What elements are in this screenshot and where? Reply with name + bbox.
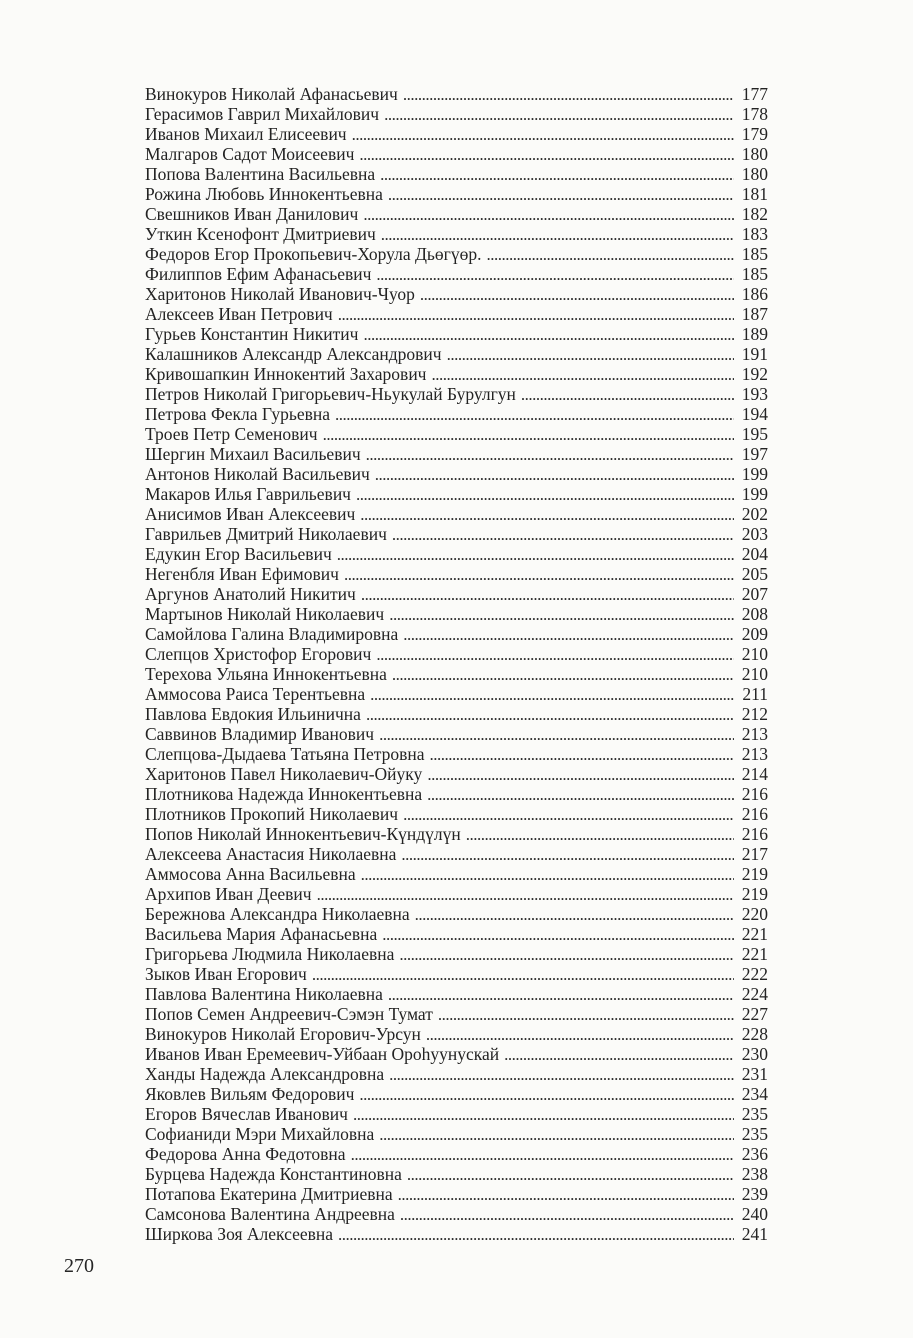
index-entry <box>145 744 768 764</box>
index-entry <box>145 804 768 824</box>
index-entry <box>145 524 768 544</box>
dot-leader <box>399 944 734 965</box>
entry-page: 177 <box>741 84 768 104</box>
dot-leader <box>426 1024 734 1045</box>
entry-page: 199 <box>741 464 768 484</box>
index-entry <box>145 1164 768 1184</box>
entry-name: Рожина Любовь Иннокентьевна <box>145 184 383 204</box>
dot-leader <box>388 984 734 1005</box>
dot-leader <box>403 624 734 645</box>
dot-leader <box>388 184 734 205</box>
entry-page: 219 <box>741 864 768 884</box>
entry-page: 216 <box>741 784 768 804</box>
dot-leader <box>376 264 734 285</box>
entry-page: 212 <box>741 704 768 724</box>
entry-page: 182 <box>741 204 768 224</box>
entry-name: Иванов Михаил Елисеевич <box>145 124 347 144</box>
index-entry <box>145 964 768 984</box>
dot-leader <box>361 584 734 605</box>
index-entry <box>145 1204 768 1224</box>
dot-leader <box>363 324 734 345</box>
index-entry <box>145 864 768 884</box>
entry-name: Анисимов Иван Алексеевич <box>145 504 356 524</box>
index-entry <box>145 424 768 444</box>
index-entry <box>145 1084 768 1104</box>
entry-name: Гаврильев Дмитрий Николаевич <box>145 524 387 544</box>
index-entry <box>145 204 768 224</box>
entry-page: 241 <box>741 1224 768 1244</box>
entry-name: Григорьева Людмила Николаевна <box>145 944 395 964</box>
index-list <box>145 84 768 1244</box>
dot-leader <box>521 384 734 405</box>
entry-page: 207 <box>741 584 768 604</box>
index-entry <box>145 224 768 244</box>
entry-name: Попова Валентина Васильевна <box>145 164 376 184</box>
dot-leader <box>366 704 734 725</box>
index-entry <box>145 704 768 724</box>
entry-page: 197 <box>741 444 768 464</box>
dot-leader <box>403 84 734 105</box>
index-entry <box>145 1124 768 1144</box>
index-entry <box>145 604 768 624</box>
entry-name: Плотникова Надежда Иннокентьевна <box>145 784 423 804</box>
entry-name: Самсонова Валентина Андреевна <box>145 1204 395 1224</box>
index-entry <box>145 364 768 384</box>
entry-name: Софианиди Мэри Михайловна <box>145 1124 375 1144</box>
index-entry <box>145 104 768 124</box>
entry-name: Плотников Прокопий Николаевич <box>145 804 399 824</box>
entry-page: 221 <box>741 944 768 964</box>
dot-leader <box>398 1184 734 1205</box>
dot-leader <box>366 444 734 465</box>
entry-page: 179 <box>741 124 768 144</box>
index-entry <box>145 304 768 324</box>
index-entry <box>145 844 768 864</box>
entry-name: Павлова Валентина Николаевна <box>145 984 383 1004</box>
entry-name: Малгаров Садот Моисеевич <box>145 144 355 164</box>
entry-page: 240 <box>741 1204 768 1224</box>
index-entry <box>145 764 768 784</box>
dot-leader <box>403 804 734 825</box>
dot-leader <box>504 1044 734 1065</box>
entry-name: Уткин Ксенофонт Дмитриевич <box>145 224 376 244</box>
index-entry <box>145 584 768 604</box>
entry-page: 183 <box>741 224 768 244</box>
entry-name: Алексеев Иван Петрович <box>145 304 333 324</box>
index-entry <box>145 444 768 464</box>
index-entry <box>145 384 768 404</box>
entry-name: Ширкова Зоя Алексеевна <box>145 1224 334 1244</box>
dot-leader <box>427 784 734 805</box>
entry-name: Шергин Михаил Васильевич <box>145 444 361 464</box>
entry-name: Слепцова-Дыдаева Татьяна Петровна <box>145 744 425 764</box>
entry-page: 178 <box>741 104 768 124</box>
entry-name: Алексеева Анастасия Николаевна <box>145 844 397 864</box>
entry-name: Федоров Егор Прокопьевич-Хорула Дьөгүөр. <box>145 244 482 264</box>
entry-page: 193 <box>741 384 768 404</box>
entry-page: 199 <box>741 484 768 504</box>
entry-name: Слепцов Христофор Егорович <box>145 644 372 664</box>
entry-page: 227 <box>741 1004 768 1024</box>
dot-leader <box>380 164 734 185</box>
index-entry <box>145 344 768 364</box>
entry-page: 224 <box>741 984 768 1004</box>
index-entry <box>145 1004 768 1024</box>
index-entry <box>145 1064 768 1084</box>
dot-leader <box>401 844 734 865</box>
entry-name: Кривошапкин Иннокентий Захарович <box>145 364 427 384</box>
entry-page: 192 <box>741 364 768 384</box>
dot-leader <box>359 1084 734 1105</box>
entry-page: 186 <box>741 284 768 304</box>
dot-leader <box>392 664 734 685</box>
dot-leader <box>381 224 734 245</box>
dot-leader <box>407 1164 734 1185</box>
index-entry <box>145 84 768 104</box>
index-entry <box>145 264 768 284</box>
entry-name: Герасимов Гаврил Михайлович <box>145 104 380 124</box>
index-entry <box>145 484 768 504</box>
index-entry <box>145 944 768 964</box>
dot-leader <box>392 524 734 545</box>
entry-page: 208 <box>741 604 768 624</box>
entry-name: Харитонов Николай Иванович-Чуор <box>145 284 415 304</box>
entry-page: 235 <box>741 1124 768 1144</box>
index-entry <box>145 244 768 264</box>
entry-name: Иванов Иван Еремеевич-Уйбаан Ороһуунускай <box>145 1044 500 1064</box>
dot-leader <box>438 1004 734 1025</box>
entry-page: 238 <box>741 1164 768 1184</box>
dot-leader <box>400 1204 734 1225</box>
index-entry <box>145 184 768 204</box>
entry-page: 202 <box>741 504 768 524</box>
entry-page: 213 <box>741 724 768 744</box>
index-entry <box>145 884 768 904</box>
entry-page: 210 <box>741 644 768 664</box>
entry-name: Негенбля Иван Ефимович <box>145 564 339 584</box>
entry-name: Васильева Мария Афанасьевна <box>145 924 378 944</box>
index-entry <box>145 624 768 644</box>
index-entry <box>145 924 768 944</box>
entry-name: Винокуров Николай Егорович-Урсун <box>145 1024 421 1044</box>
dot-leader <box>486 244 734 265</box>
entry-page: 213 <box>741 744 768 764</box>
index-entry <box>145 404 768 424</box>
entry-page: 220 <box>741 904 768 924</box>
entry-page: 181 <box>741 184 768 204</box>
entry-name: Калашников Александр Александрович <box>145 344 442 364</box>
index-entry <box>145 544 768 564</box>
dot-leader <box>363 204 734 225</box>
entry-name: Павлова Евдокия Ильинична <box>145 704 361 724</box>
dot-leader <box>323 424 734 445</box>
entry-name: Аммосова Анна Васильевна <box>145 864 356 884</box>
entry-page: 203 <box>741 524 768 544</box>
index-entry <box>145 284 768 304</box>
dot-leader <box>379 724 734 745</box>
dot-leader <box>379 1124 734 1145</box>
index-entry <box>145 324 768 344</box>
entry-name: Петрова Фекла Гурьевна <box>145 404 331 424</box>
entry-page: 230 <box>741 1044 768 1064</box>
entry-page: 191 <box>741 344 768 364</box>
entry-name: Бурцева Надежда Константиновна <box>145 1164 402 1184</box>
entry-name: Саввинов Владимир Иванович <box>145 724 375 744</box>
entry-page: 204 <box>741 544 768 564</box>
index-entry <box>145 1024 768 1044</box>
index-entry <box>145 504 768 524</box>
dot-leader <box>359 144 734 165</box>
entry-page: 216 <box>741 824 768 844</box>
dot-leader <box>447 344 734 365</box>
entry-name: Зыков Иван Егорович <box>145 964 307 984</box>
index-entry <box>145 124 768 144</box>
dot-leader <box>427 764 734 785</box>
entry-page: 214 <box>741 764 768 784</box>
dot-leader <box>317 884 734 905</box>
entry-page: 221 <box>741 924 768 944</box>
dot-leader <box>384 104 734 125</box>
entry-name: Потапова Екатерина Дмитриевна <box>145 1184 393 1204</box>
entry-page: 185 <box>741 264 768 284</box>
entry-name: Макаров Илья Гаврильевич <box>145 484 351 504</box>
entry-name: Антонов Николай Васильевич <box>145 464 370 484</box>
dot-leader <box>361 864 734 885</box>
entry-page: 194 <box>741 404 768 424</box>
entry-page: 236 <box>741 1144 768 1164</box>
entry-page: 211 <box>742 684 768 704</box>
index-entry <box>145 644 768 664</box>
entry-page: 239 <box>741 1184 768 1204</box>
index-entry <box>145 564 768 584</box>
entry-page: 234 <box>741 1084 768 1104</box>
index-entry <box>145 1044 768 1064</box>
entry-page: 180 <box>741 144 768 164</box>
entry-name: Архипов Иван Деевич <box>145 884 312 904</box>
entry-name: Аммосова Раиса Терентьевна <box>145 684 366 704</box>
index-entry <box>145 1224 768 1244</box>
dot-leader <box>335 404 734 425</box>
entry-name: Ханды Надежда Александровна <box>145 1064 385 1084</box>
entry-name: Бережнова Александра Николаевна <box>145 904 410 924</box>
dot-leader <box>430 744 734 765</box>
index-entry <box>145 1184 768 1204</box>
index-entry <box>145 164 768 184</box>
entry-page: 209 <box>741 624 768 644</box>
entry-page: 189 <box>741 324 768 344</box>
dot-leader <box>389 1064 734 1085</box>
entry-page: 216 <box>741 804 768 824</box>
entry-name: Егоров Вячеслав Иванович <box>145 1104 348 1124</box>
entry-page: 210 <box>741 664 768 684</box>
dot-leader <box>356 484 734 505</box>
entry-name: Федорова Анна Федотовна <box>145 1144 346 1164</box>
entry-name: Самойлова Галина Владимировна <box>145 624 399 644</box>
entry-page: 217 <box>741 844 768 864</box>
index-entry <box>145 144 768 164</box>
dot-leader <box>420 284 734 305</box>
entry-page: 228 <box>741 1024 768 1044</box>
dot-leader <box>415 904 734 925</box>
entry-page: 185 <box>741 244 768 264</box>
index-entry <box>145 904 768 924</box>
dot-leader <box>382 924 734 945</box>
dot-leader <box>432 364 735 385</box>
entry-page: 195 <box>741 424 768 444</box>
entry-page: 205 <box>741 564 768 584</box>
dot-leader <box>360 504 734 525</box>
index-entry <box>145 724 768 744</box>
entry-page: 231 <box>741 1064 768 1084</box>
dot-leader <box>466 824 734 845</box>
entry-name: Свешников Иван Данилович <box>145 204 359 224</box>
index-entry <box>145 464 768 484</box>
entry-name: Яковлев Вильям Федорович <box>145 1084 355 1104</box>
entry-name: Винокуров Николай Афанасьевич <box>145 84 398 104</box>
entry-name: Попов Николай Иннокентьевич-Күндүлүн <box>145 824 461 844</box>
dot-leader <box>351 1144 734 1165</box>
dot-leader <box>353 1104 734 1125</box>
entry-name: Попов Семен Андреевич-Сэмэн Тумат <box>145 1004 433 1024</box>
entry-name: Петров Николай Григорьевич-Ньукулай Бурулгун <box>145 384 516 404</box>
dot-leader <box>338 304 734 325</box>
index-entry <box>145 784 768 804</box>
entry-name: Мартынов Николай Николаевич <box>145 604 385 624</box>
index-entry <box>145 824 768 844</box>
dot-leader <box>370 684 734 705</box>
dot-leader <box>338 1224 734 1245</box>
entry-name: Филиппов Ефим Афанасьевич <box>145 264 372 284</box>
dot-leader <box>352 124 734 145</box>
entry-page: 219 <box>741 884 768 904</box>
index-entry <box>145 684 768 704</box>
dot-leader <box>344 564 734 585</box>
dot-leader <box>389 604 734 625</box>
entry-name: Харитонов Павел Николаевич-Ойуку <box>145 764 423 784</box>
entry-name: Гурьев Константин Никитич <box>145 324 359 344</box>
entry-name: Терехова Ульяна Иннокентьевна <box>145 664 387 684</box>
index-entry <box>145 1144 768 1164</box>
dot-leader <box>375 464 734 485</box>
entry-page: 180 <box>741 164 768 184</box>
index-entry <box>145 1104 768 1124</box>
dot-leader <box>376 644 734 665</box>
entry-page: 222 <box>741 964 768 984</box>
index-entry <box>145 984 768 1004</box>
page-number: 270 <box>64 1255 94 1277</box>
entry-page: 235 <box>741 1104 768 1124</box>
entry-name: Аргунов Анатолий Никитич <box>145 584 356 604</box>
entry-page: 187 <box>741 304 768 324</box>
index-entry <box>145 664 768 684</box>
dot-leader <box>337 544 734 565</box>
entry-name: Троев Петр Семенович <box>145 424 318 444</box>
dot-leader <box>312 964 734 985</box>
entry-name: Едукин Егор Васильевич <box>145 544 332 564</box>
